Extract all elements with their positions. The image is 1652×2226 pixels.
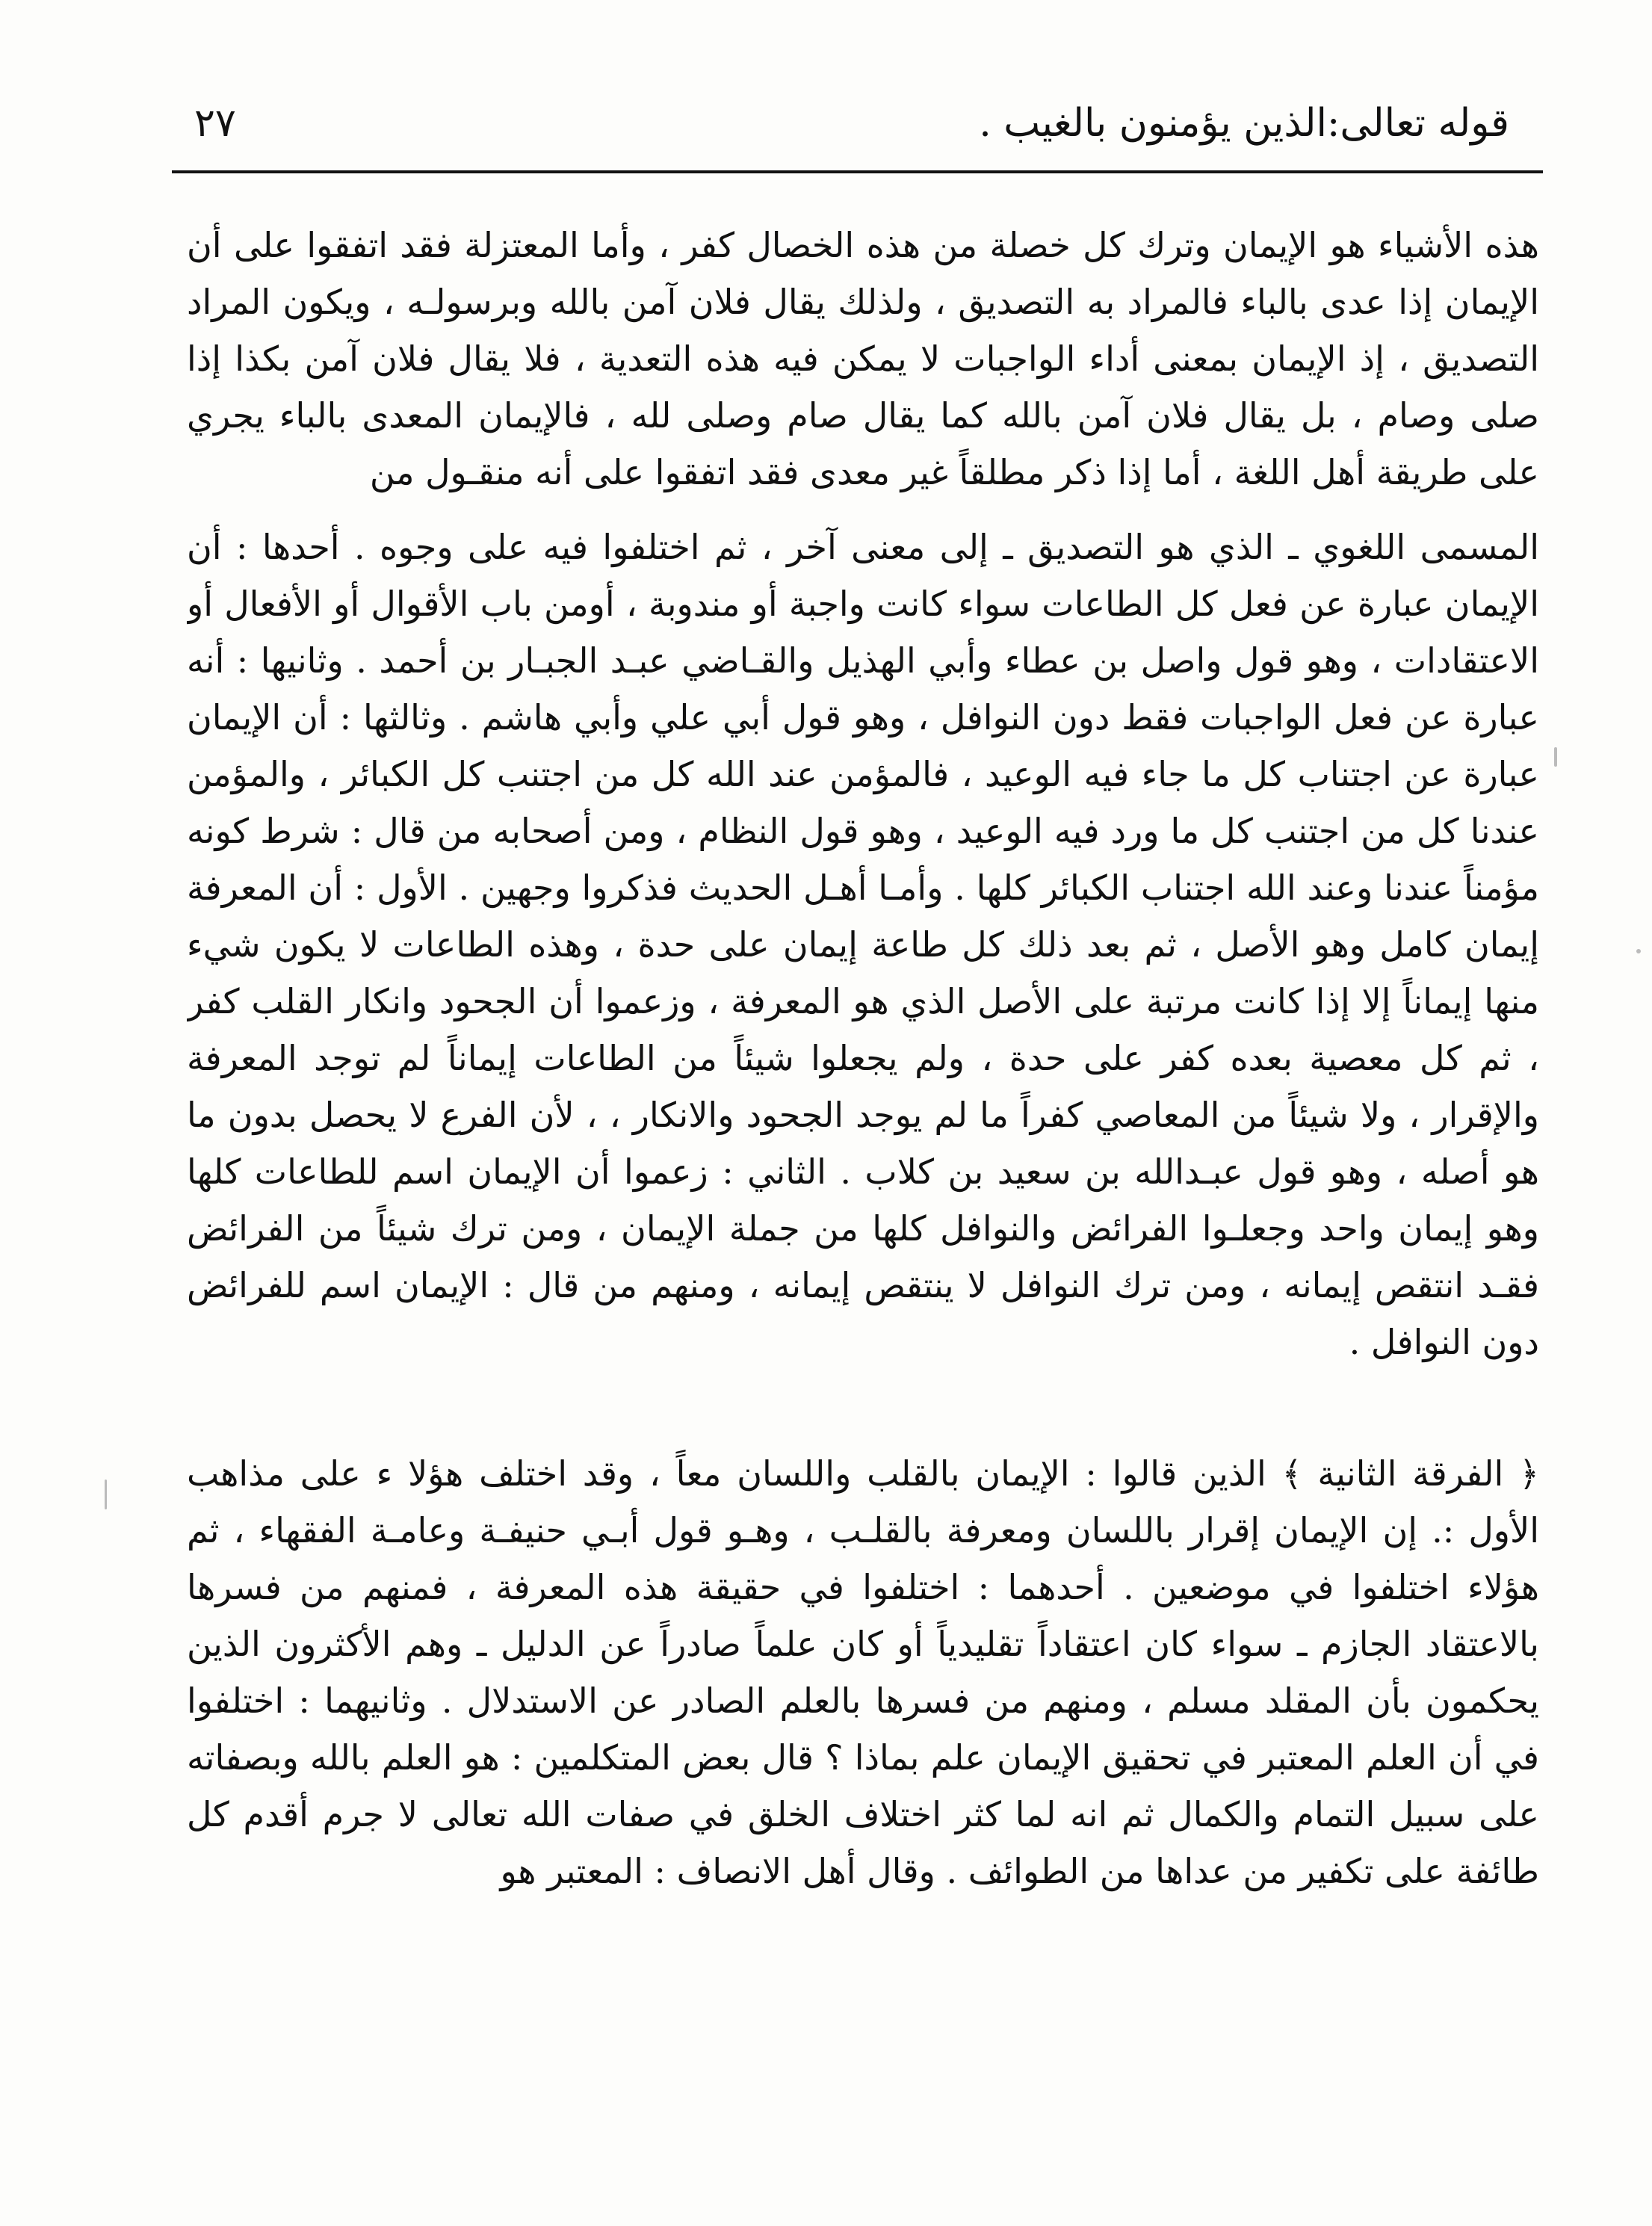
page-number: ٢٧ (194, 101, 236, 146)
scan-speck (1554, 747, 1557, 767)
paragraph-2: المسمى اللغوي ـ الذي هو التصديق ـ إلى معنى آخر ، ثم اختلفوا فيه على وجوه . أحدها : أن الإيمان عبارة عن فعل كل الطاعات سواء كانت واجبة أو مندوبة ، أومن باب الأقوال أو الأفعال أو الاعتقادات ، وهو قول واصل بن عطاء وأبي الهذيل والقـاضي عبـد الجبـار بن أحمد . وثانيها : أنه عبارة عن فعل الواجبات فقط دون النوافل ، وهو قول أبي علي وأبي هاشم . وثالثها : أن الإيمان عبارة عن اجتناب كل ما جاء فيه الوعيد ، فالمؤمن عند الله كل من اجتنب كل الكبائر ، والمؤمن عندنا كل من اجتنب كل ما ورد فيه الوعيد ، وهو قول النظام ، ومن أصحابه من قال : شرط كونه مؤمناً عندنا وعند الله اجتناب الكبائر كلها . وأمـا أهـل الحديث فذكروا وجهين . الأول : أن المعرفة إيمان كامل وهو الأصل ، ثم بعد ذلك كل طاعة إيمان على حدة ، وهذه الطاعات لا يكون شيء منها إيماناً إلا إذا كانت مرتبة على الأصل الذي هو المعرفة ، وزعموا أن الجحود وانكار القلب كفر ، ثم كل معصية بعده كفر على حدة ، ولم يجعلوا شيئاً من الطاعات إيماناً لم توجد المعرفة والإقرار ، ولا شيئاً من المعاصي كفراً ما لم يوجد الجحود والانكار ، ، لأن الفرع لا يحصل بدون ما هو أصله ، وهو قول عبـدالله بن سعيد بن كلاب . الثاني : زعموا أن الإيمان اسم للطاعات كلها وهو إيمان واحد وجعلـوا الفرائض والنوافل كلها من جملة الإيمان ، ومن ترك شيئاً من الفرائض فقـد انتقص إيمانه ، ومن ترك النوافل لا ينتقص إيمانه ، ومنهم من قال : الإيمان اسم للفرائض دون النوافل . (187, 527, 1539, 1362)
paragraph-3: ﴿ الفرقة الثانية ﴾ الذين قالوا : الإيمان بالقلب واللسان معاً ، وقد اختلف هؤلا ء على مذاهب الأول :. إن الإيمان إقرار باللسان ومعرفة بالقلـب ، وهـو قول أبـي حنيفـة وعامـة الفقهاء ، ثم هؤلاء اختلفوا في موضعين . أحدهما : اختلفوا في حقيقة هذه المعرفة ، فمنهم من فسرها بالاعتقاد الجازم ـ سواء كان اعتقاداً تقليدياً أو كان علماً صادراً عن الدليل ـ وهم الأكثرون الذين يحكمون بأن المقلد مسلم ، ومنهم من فسرها بالعلم الصادر عن الاستدلال . وثانيهما : اختلفوا في أن العلم المعتبر في تحقيق الإيمان علم بماذا ؟ قال بعض المتكلمين : هو العلم بالله وبصفاته على سبيل التمام والكمال ثم انه لما كثر اختلاف الخلق في صفات الله تعالى لا جرم أقدم كل طائفة على تكفير من عداها من الطوائف . وقال أهل الانصاف : المعتبر هو (187, 1453, 1539, 1891)
header-rule (172, 170, 1543, 173)
page-body (187, 217, 1539, 2174)
paragraph-1: هذه الأشياء هو الإيمان وترك كل خصلة من هذه الخصال كفر ، وأما المعتزلة فقد اتفقوا على أن الإيمان إذا عدى بالباء فالمراد به التصديق ، ولذلك يقال فلان آمن بالله وبرسولـه ، ويكون المراد التصديق ، إذ الإيمان بمعنى أداء الواجبات لا يمكن فيه هذه التعدية ، فلا يقال فلان آمن بكذا إذا صلى وصام ، بل يقال فلان آمن بالله كما يقال صام وصلى لله ، فالإيمان المعدى بالباء يجري على طريقة أهل اللغة ، أما إذا ذكر مطلقاً غير معدى فقد اتفقوا على أنه منقـول من (187, 225, 1539, 492)
running-header (172, 90, 1539, 157)
header-title: قوله تعالى:الذين يؤمنون بالغيب . (979, 101, 1509, 146)
scan-speck (105, 1480, 107, 1509)
scan-speck (1636, 949, 1641, 953)
